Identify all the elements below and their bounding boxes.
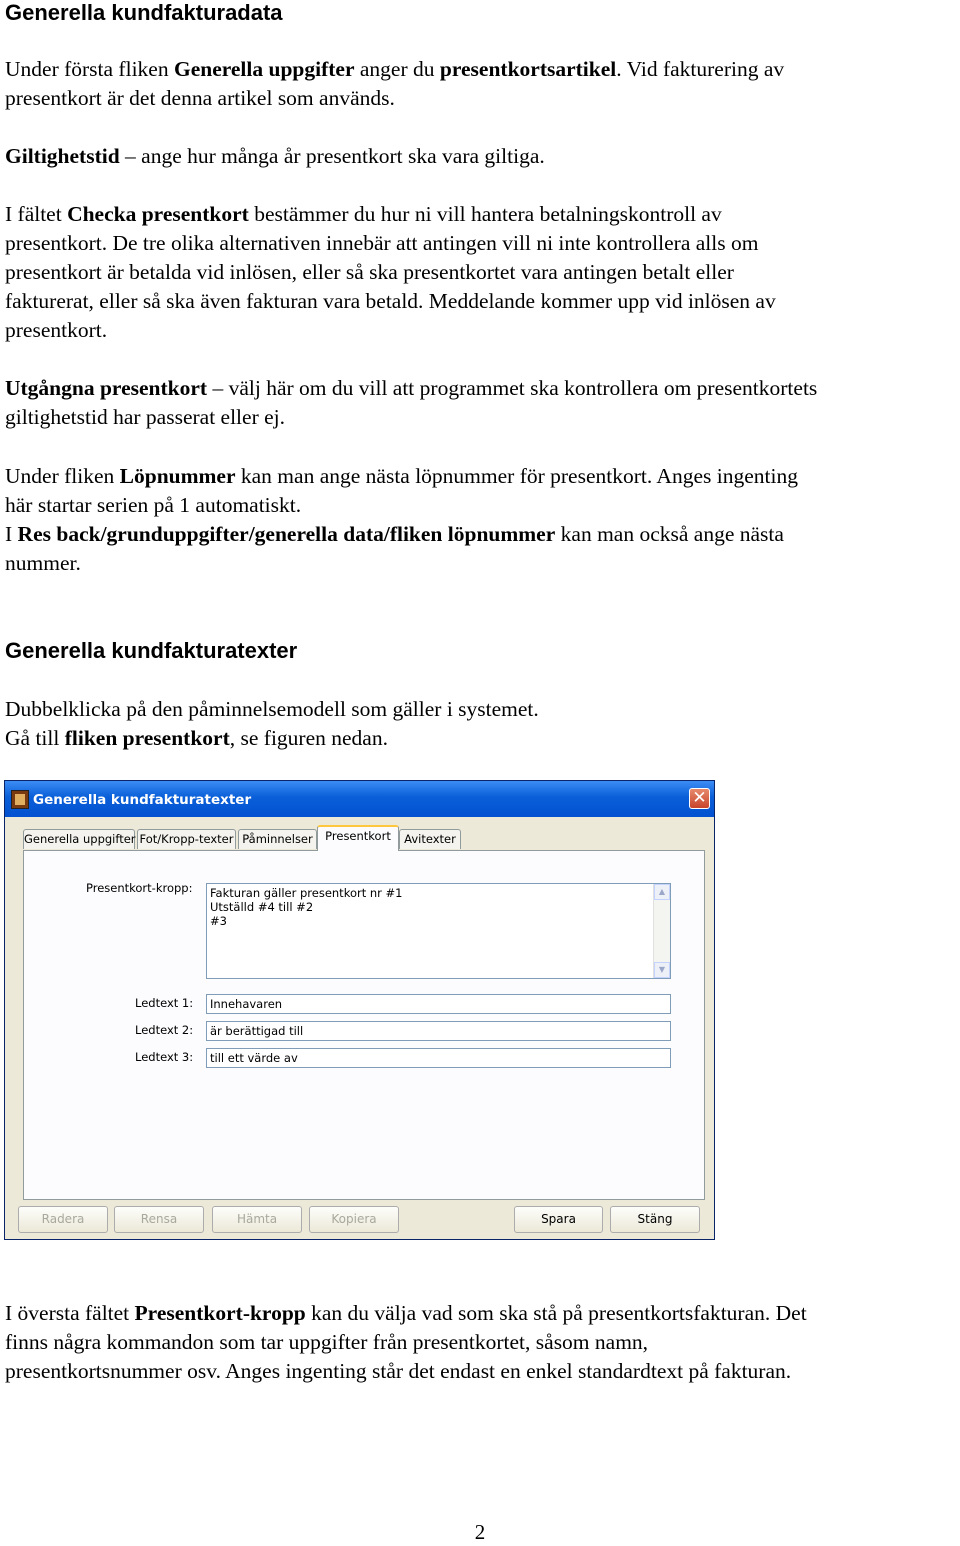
ledtext-1-input[interactable]: Innehavaren [206,994,671,1014]
tab-avitexter[interactable]: Avitexter [399,829,461,849]
textarea-scrollbar[interactable] [653,884,670,978]
dialog-window [4,780,715,1240]
window-title: Generella kundfakturatexter [33,792,252,808]
paragraph-lopnummer: Under fliken Löpnummer kan man ange nästa löpnummer för presentkort. Anges ingenting här startar serien på 1 automatiskt. I Res back/grunduppgifter/generella data/fliken löpnummer kan man också ange nästa nummer. [5,464,798,575]
radera-button[interactable]: Radera [18,1206,108,1233]
ledtext-3-input[interactable]: till ett värde av [206,1048,671,1068]
paragraph-instructions: Dubbelklicka på den påminnelsemodell som gäller i systemet. Gå till fliken presentkort, se figuren nedan. [5,697,539,750]
ledtext-1-label: Ledtext 1: [135,996,194,1010]
stang-button[interactable]: Stäng [610,1206,700,1233]
tab-generella-uppgifter[interactable]: Generella uppgifter [23,829,135,849]
ledtext-3-label: Ledtext 3: [135,1050,194,1064]
kopiera-button[interactable]: Kopiera [309,1206,399,1233]
section-heading-kundfakturatexter: Generella kundfakturatexter [5,638,298,663]
tab-presentkort[interactable]: Presentkort [317,825,399,851]
paragraph-utgangna-presentkort: Utgångna presentkort – välj här om du vill att programmet ska kontrollera om presentkortets giltighetstid har passerat eller ej. [5,376,818,429]
section-heading-kundfakturadata: Generella kundfakturadata [5,0,283,25]
scroll-up-icon[interactable]: ▲ [654,884,670,900]
ledtext-2-label: Ledtext 2: [135,1023,194,1037]
paragraph-presentkort-kropp: I översta fältet Presentkort-kropp kan du välja vad som ska stå på presentkortsfakturan. Det finns några kommandon som tar uppgifter från presentkortet, såsom namn, presentkortsnummer osv. Anges ingenting står det endast en enkel standardtext på fakturan. [5,1301,807,1383]
ledtext-2-input[interactable]: är berättigad till [206,1021,671,1041]
tab-fot-kropp-texter[interactable]: Fot/Kropp-texter [137,829,236,849]
page-number: 2 [474,1520,486,1544]
presentkort-kropp-label: Presentkort-kropp: [86,881,193,895]
app-icon [11,790,29,809]
hamta-button[interactable]: Hämta [212,1206,302,1233]
spara-button[interactable]: Spara [514,1206,603,1233]
tab-panel-presentkort [23,850,705,1200]
rensa-button[interactable]: Rensa [114,1206,204,1233]
paragraph-generella-uppgifter: Under första fliken Generella uppgifter anger du presentkortsartikel. Vid fakturering av presentkort är det denna artikel som används. [5,57,785,110]
paragraph-giltighetstid: Giltighetstid – ange hur många år presentkort ska vara giltiga. [5,144,545,168]
paragraph-checka-presentkort: I fältet Checka presentkort bestämmer du hur ni vill hantera betalningskontroll av presentkort. De tre olika alternativen innebär att antingen vill ni inte kontrollera alls om presentkort är betalda vid inlösen, eller så ska presentkortet vara antingen betalt eller fakturerat, eller så ska även fakturan vara betald. Meddelande kommer upp vid inlösen av presentkort. [5,202,776,342]
title-bar [5,781,714,817]
scroll-down-icon[interactable]: ▼ [654,962,670,978]
tab-paminnelser[interactable]: Påminnelser [238,829,317,849]
presentkort-kropp-textarea[interactable]: Fakturan gäller presentkort nr #1 Utställd #4 till #2 #3 ▲ ▼ [206,883,671,979]
close-icon[interactable]: ✕ [689,788,710,809]
